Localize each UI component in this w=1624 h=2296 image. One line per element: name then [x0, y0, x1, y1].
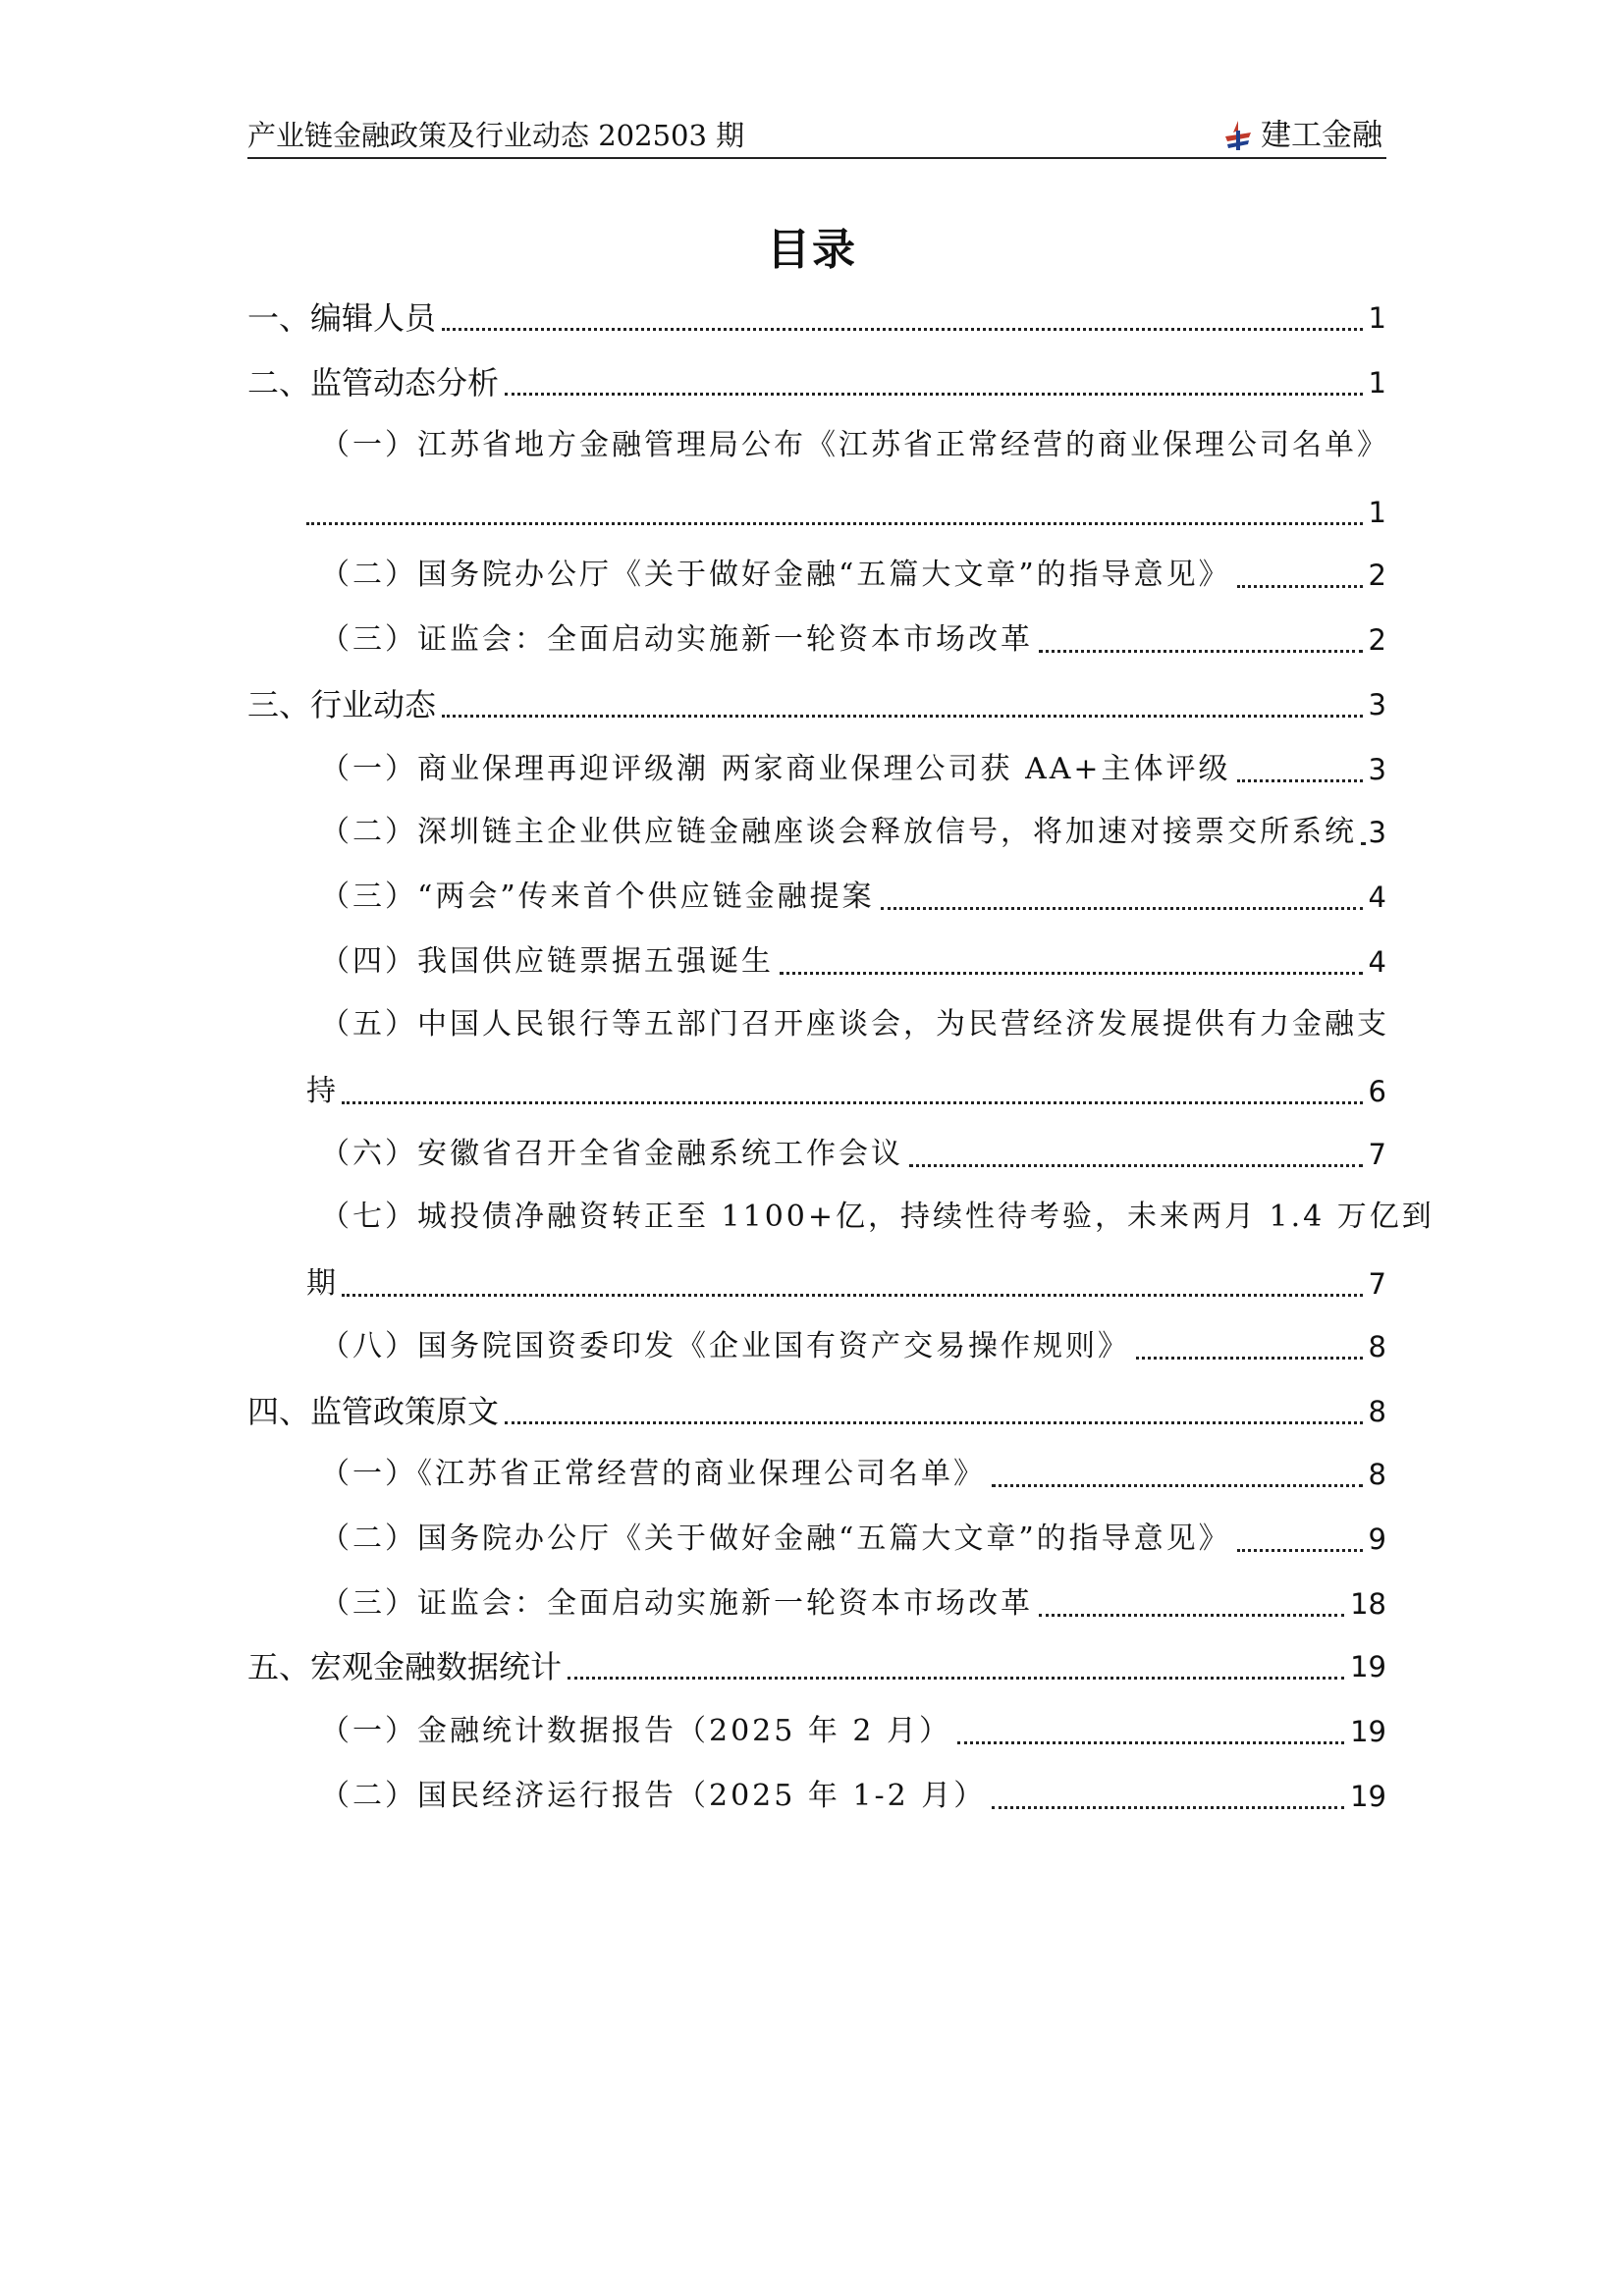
toc-page-number: 1: [1368, 496, 1386, 529]
toc-page-number: 19: [1350, 1650, 1386, 1683]
toc-entry[interactable]: [247, 296, 1386, 340]
toc-entry-text: （三）“两会”传来首个供应链金融提案: [320, 880, 875, 914]
dot-leader: [1039, 1614, 1344, 1617]
toc-page-number: 8: [1368, 1458, 1386, 1491]
toc-entry-text: （二）深圳链主企业供应链金融座谈会释放信号，将加速对接票交所系统: [320, 815, 1357, 849]
dot-leader: [1136, 1357, 1363, 1360]
toc-entry-text-continued: 期: [306, 1266, 336, 1301]
toc-entry-text: （二）国务院办公厅《关于做好金融“五篇大文章”的指导意见》: [320, 558, 1231, 592]
toc-entry-text: （一）金融统计数据报告（2025 年 2 月）: [320, 1714, 952, 1748]
toc-entry[interactable]: [320, 1133, 1386, 1176]
dot-leader: [1039, 650, 1363, 653]
toc-page-number: 3: [1368, 753, 1386, 786]
header-title: 产业链金融政策及行业动态 202503 期: [247, 119, 745, 152]
dot-leader: [442, 715, 1363, 718]
toc-entry[interactable]: [247, 1390, 1386, 1433]
toc-entry-text: （三）证监会：全面启动实施新一轮资本市场改革: [320, 622, 1033, 657]
toc-entry-text: 一、编辑人员: [247, 299, 437, 337]
dot-leader: [957, 1741, 1344, 1744]
toc-entry-text: （四）我国供应链票据五强诞生: [320, 944, 774, 979]
dot-leader: [342, 1294, 1363, 1297]
toc-entry-text-continued: 持: [306, 1074, 336, 1108]
toc-entry[interactable]: [320, 876, 1386, 919]
toc-entry[interactable]: [247, 683, 1386, 726]
toc-entry[interactable]: [320, 940, 1386, 984]
toc-entry[interactable]: [320, 1582, 1386, 1626]
dot-leader: [1361, 842, 1363, 845]
dot-leader: [909, 1164, 1363, 1167]
toc-entry[interactable]: [320, 1710, 1386, 1753]
toc-entry-text: （八）国务院国资委印发《企业国有资产交易操作规则》: [320, 1329, 1130, 1363]
toc-page-number: 4: [1368, 881, 1386, 914]
toc-entry-text: （二）国民经济运行报告（2025 年 1-2 月）: [320, 1779, 987, 1813]
toc-entry-text: 五、宏观金融数据统计: [247, 1648, 563, 1685]
dot-leader: [1237, 585, 1363, 588]
toc-page-number: 6: [1368, 1075, 1386, 1108]
toc-page-number: 8: [1368, 1395, 1386, 1428]
toc-entry[interactable]: [320, 1003, 1389, 1046]
toc-page-number: 7: [1368, 1138, 1386, 1171]
toc-page-number: 4: [1368, 945, 1386, 979]
toc-entry[interactable]: [247, 361, 1386, 404]
toc-entry[interactable]: [320, 1325, 1386, 1368]
toc-page-number: 9: [1368, 1522, 1386, 1556]
page-title: 目录: [767, 225, 857, 275]
toc-entry[interactable]: [320, 1196, 1435, 1239]
dot-leader: [505, 393, 1363, 396]
dot-leader: [992, 1806, 1344, 1809]
toc-page-number: 8: [1368, 1330, 1386, 1363]
toc-entry[interactable]: [320, 811, 1386, 854]
dot-leader: [881, 907, 1363, 910]
toc-entry[interactable]: [320, 1453, 1386, 1496]
toc-entry-continuation[interactable]: [306, 1070, 1386, 1113]
toc-entry-text: （一）商业保理再迎评级潮 两家商业保理公司获 AA+主体评级: [320, 752, 1231, 786]
toc-entry[interactable]: [320, 1518, 1386, 1561]
page-header: [247, 116, 1386, 159]
toc-entry-continuation[interactable]: [306, 1262, 1386, 1306]
toc-entry-text: （三）证监会：全面启动实施新一轮资本市场改革: [320, 1586, 1033, 1621]
toc-entry-text: 二、监管动态分析: [247, 364, 500, 401]
dot-leader: [1237, 779, 1363, 782]
dot-leader: [342, 1101, 1363, 1104]
dot-leader: [780, 972, 1363, 975]
toc-entry-text: 三、行业动态: [247, 686, 437, 723]
toc-entry-text: （一）《江苏省正常经营的商业保理公司名单》: [320, 1457, 986, 1491]
toc-entry-text: （一）江苏省地方金融管理局公布《江苏省正常经营的商业保理公司名单》: [320, 428, 1389, 462]
dot-leader: [568, 1677, 1344, 1680]
dot-leader: [992, 1484, 1363, 1487]
toc-entry-text: （二）国务院办公厅《关于做好金融“五篇大文章”的指导意见》: [320, 1522, 1231, 1556]
toc-entry[interactable]: [320, 748, 1386, 791]
toc-page-number: 19: [1350, 1780, 1386, 1813]
toc-page-number: 2: [1368, 559, 1386, 592]
toc-entry-text: （六）安徽省召开全省金融系统工作会议: [320, 1137, 903, 1171]
toc-page-number: 7: [1368, 1267, 1386, 1301]
toc-page-number: 19: [1350, 1715, 1386, 1748]
dot-leader: [442, 328, 1363, 331]
toc-entry-text: （五）中国人民银行等五部门召开座谈会，为民营经济发展提供有力金融支: [320, 1007, 1389, 1041]
toc-page-number: 3: [1368, 816, 1386, 849]
toc-page-number: 1: [1368, 366, 1386, 400]
dot-leader: [306, 522, 1363, 525]
brand-name: 建工金融: [1261, 118, 1382, 153]
toc-page-number: 2: [1368, 623, 1386, 657]
toc-entry[interactable]: [320, 618, 1386, 662]
dot-leader: [505, 1421, 1363, 1424]
toc-entry-text: 四、监管政策原文: [247, 1393, 500, 1430]
toc-entry-continuation[interactable]: [306, 491, 1386, 534]
toc-page-number: 18: [1350, 1587, 1386, 1621]
toc-entry[interactable]: [247, 1645, 1386, 1688]
dot-leader: [1237, 1549, 1363, 1552]
toc-page-number: 1: [1368, 301, 1386, 335]
toc-entry[interactable]: [320, 554, 1386, 597]
toc-entry[interactable]: [320, 1775, 1386, 1818]
toc-page-number: 3: [1368, 688, 1386, 721]
toc-entry-text: （七）城投债净融资转正至 1100+亿，持续性待考验，未来两月 1.4 万亿到: [320, 1200, 1435, 1234]
toc-entry[interactable]: [320, 424, 1389, 467]
header-brand: [1221, 116, 1382, 155]
jg-logo-icon: [1221, 119, 1255, 152]
